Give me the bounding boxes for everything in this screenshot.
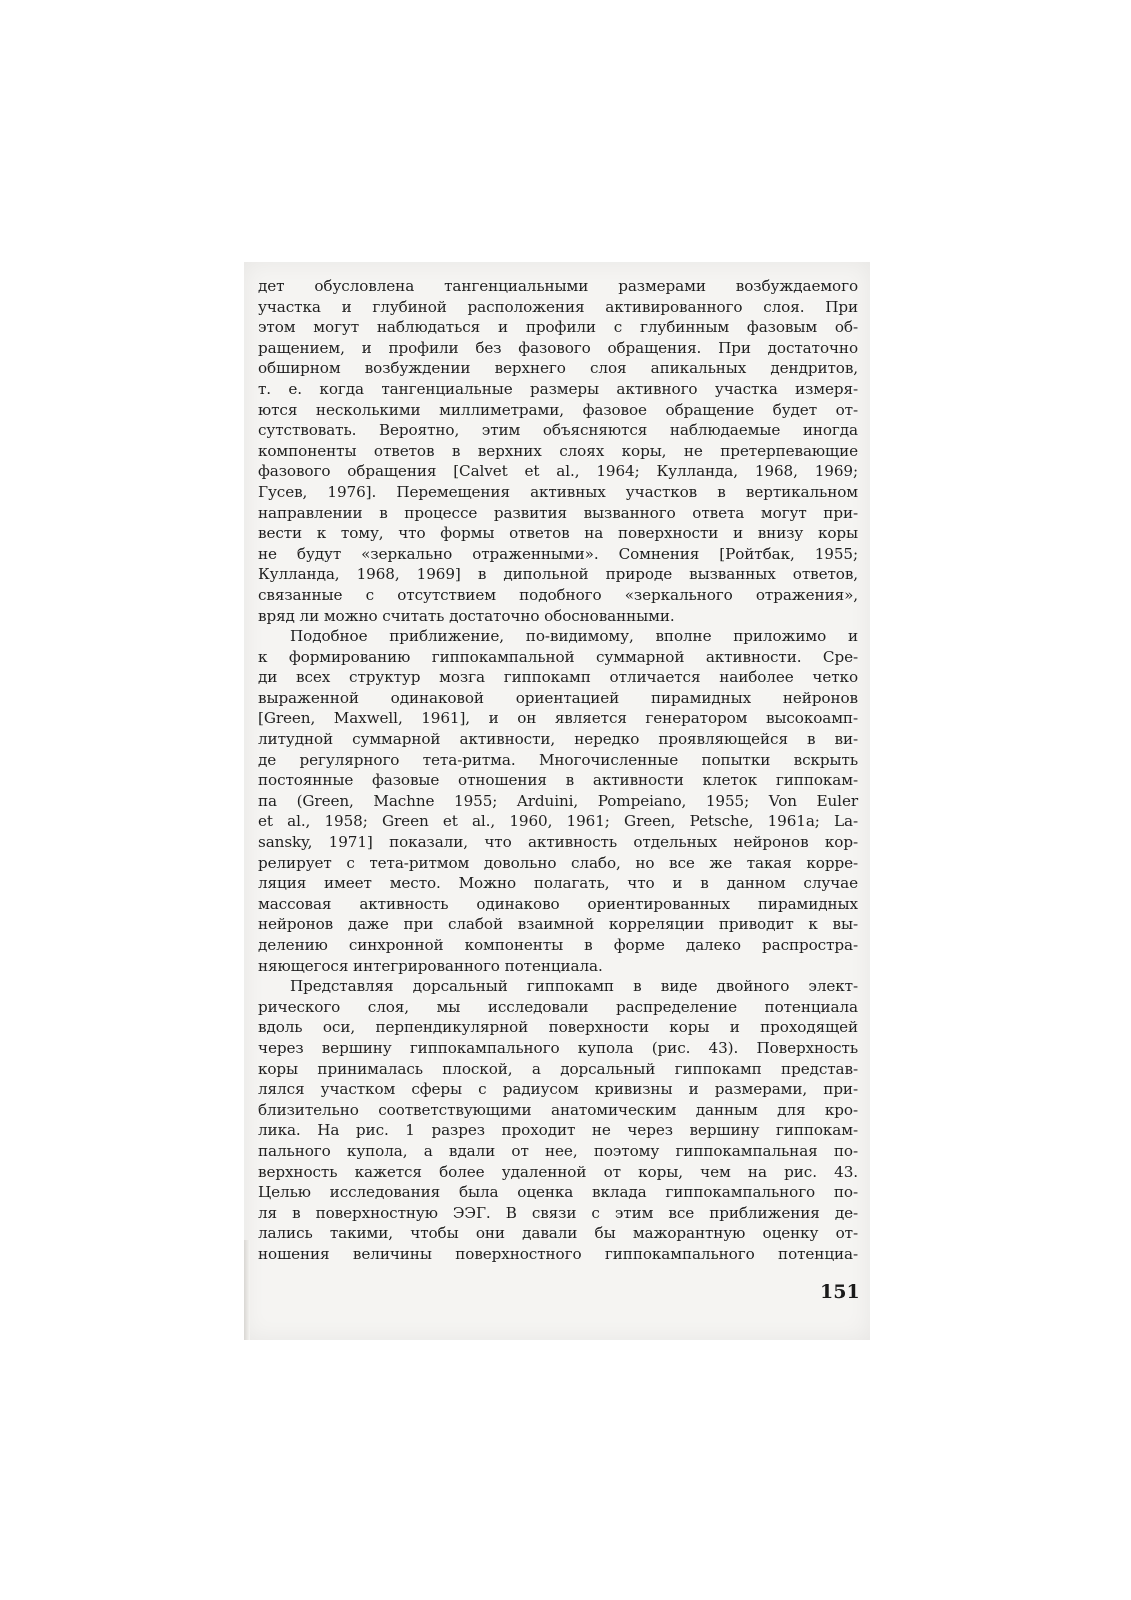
text-line: няющегося интегрированного потенциала. (258, 956, 603, 975)
text-line: вдоль оси, перпендикулярной поверхности коры и проходящей (258, 1018, 858, 1037)
text-line: де регулярного тета-ритма. Многочисленные попытки вскрыть (258, 750, 858, 769)
page-number: 151 (820, 1281, 860, 1303)
text-line: па (Green, Machne 1955; Arduini, Pompeiano, 1955; Von Euler (258, 791, 858, 810)
text-line: постоянные фазовые отношения в активности клеток гиппокам- (258, 771, 858, 790)
text-line: ются несколькими миллиметрами, фазовое обращение будет от- (258, 400, 858, 419)
text-line: рического слоя, мы исследовали распределение потенциала (258, 997, 858, 1016)
text-line: делению синхронной компоненты в форме далеко распростра- (258, 936, 858, 954)
text-line: лались такими, чтобы они давали бы мажорантную оценку от- (258, 1224, 858, 1243)
text-line: связанные с отсутствием подобного «зеркального отражения», (258, 585, 858, 604)
text-line: компоненты ответов в верхних слоях коры, не претерпевающие (258, 441, 858, 460)
text-line: фазового обращения [Calvet et al., 1964; Кулланда, 1968, 1969; (258, 462, 858, 481)
text-line: Подобное приближение, по-видимому, вполне приложимо и (290, 627, 858, 646)
text-line: Гусев, 1976]. Перемещения активных участков в вертикальном (258, 482, 858, 501)
text-line: близительно соответствующими анатомическим данным для кро- (258, 1100, 858, 1119)
text-line: релирует с тета-ритмом довольно слабо, но все же такая корре- (258, 853, 858, 872)
text-line: коры принималась плоской, а дорсальный гиппокамп представ- (258, 1059, 858, 1078)
text-line: ляция имеет место. Можно полагать, что и в данном случае (258, 874, 858, 893)
text-line: Кулланда, 1968, 1969] в дипольной природе вызванных ответов, (258, 565, 858, 584)
text-line: направлении в процессе развития вызванного ответа могут при- (258, 503, 858, 522)
text-line: т. е. когда тангенциальные размеры активного участка измеря- (258, 379, 858, 398)
text-line: массовая активность одинаково ориентированных пирамидных (258, 894, 858, 913)
body-text (258, 276, 858, 1265)
text-line: ношения величины поверхностного гиппокампального потенциа- (258, 1244, 858, 1263)
text-line: через вершину гиппокампального купола (рис. 43). Поверхность (258, 1038, 858, 1057)
text-line: лялся участком сферы с радиусом кривизны и размерами, при- (258, 1080, 858, 1099)
text-line: sansky, 1971] показали, что активность отдельных нейронов кор- (258, 833, 858, 852)
text-line: этом могут наблюдаться и профили с глубинным фазовым об- (258, 318, 858, 337)
text-line: нейронов даже при слабой взаимной корреляции приводит к вы- (258, 915, 858, 934)
text-line: дет обусловлена тангенциальными размерами возбуждаемого (258, 277, 858, 295)
text-line: сутствовать. Вероятно, этим объясняются наблюдаемые иногда (258, 421, 858, 440)
scan-shadow-edge (244, 1240, 250, 1340)
text-line: ди всех структур мозга гиппокамп отличается наиболее четко (258, 668, 858, 687)
text-line: ля в поверхностную ЭЭГ. В связи с этим все приближения де- (258, 1203, 858, 1222)
text-line: к формированию гиппокампальной суммарной активности. Сре- (258, 647, 858, 666)
text-line: [Green, Maxwell, 1961], и он является генератором высокоамп- (258, 709, 858, 728)
text-line: вести к тому, что формы ответов на поверхности и внизу коры (258, 524, 858, 543)
text-line: выраженной одинаковой ориентацией пирамидных нейронов (258, 688, 858, 707)
text-line: не будут «зеркально отраженными». Сомнения [Ройтбак, 1955; (258, 544, 858, 563)
text-line: et al., 1958; Green et al., 1960, 1961; Green, Petsche, 1961a; La- (258, 812, 858, 831)
text-line: литудной суммарной активности, нередко проявляющейся в ви- (258, 730, 858, 749)
text-line: пального купола, а вдали от нее, поэтому гиппокампальная по- (258, 1141, 858, 1160)
text-line: обширном возбуждении верхнего слоя апикальных дендритов, (258, 359, 858, 378)
text-line: верхность кажется более удаленной от коры, чем на рис. 43. (258, 1162, 858, 1181)
text-line: вряд ли можно считать достаточно обоснованными. (258, 606, 675, 625)
text-line: участка и глубиной расположения активированного слоя. При (258, 297, 858, 316)
text-line: ращением, и профили без фазового обращения. При достаточно (258, 338, 858, 357)
text-line: Целью исследования была оценка вклада гиппокампального по- (258, 1183, 858, 1202)
text-line: Представляя дорсальный гиппокамп в виде двойного элект- (290, 977, 858, 996)
text-line: лика. На рис. 1 разрез проходит не через вершину гиппокам- (258, 1121, 858, 1140)
